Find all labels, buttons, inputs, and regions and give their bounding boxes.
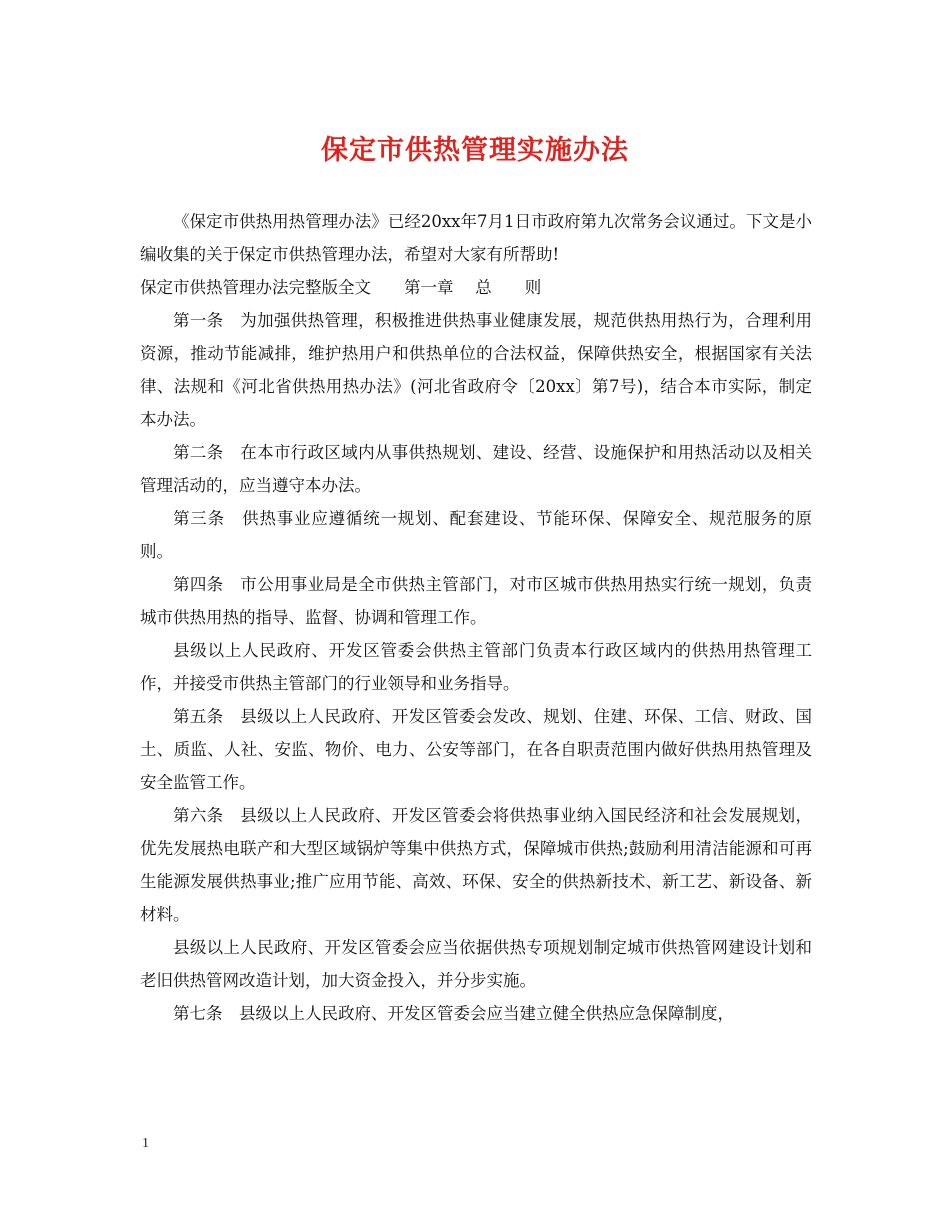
paragraph-chapter-heading: 保定市供热管理办法完整版全文 第一章 总 则 [140,278,542,297]
paragraph-article-1: 第一条 为加强供热管理，积极推进供热事业健康发展，规范供热用热行为，合理利用资源，推动节能减排，维护热用户和供热单位的合法权益，保障供热安全，根据国家有关法律、法规和《河北省供热用热办法》(河北省政府令〔20xx〕第7号)，结合本市实际，制定本办法。 [140,311,812,429]
paragraph-article-6: 第六条 县级以上人民政府、开发区管委会将供热事业纳入国民经济和社会发展规划，优先发展热电联产和大型区域锅炉等集中供热方式，保障城市供热;鼓励利用清洁能源和可再生能源发展供热事业;推广应用节能、高效、环保、安全的供热新技术、新工艺、新设备、新材料。 [140,806,812,924]
document-body [140,205,812,1030]
paragraph-article-7: 第七条 县级以上人民政府、开发区管委会应当建立健全供热应急保障制度， [173,1004,734,1023]
paragraph-intro: 《保定市供热用热管理办法》已经20xx年7月1日市政府第九次常务会议通过。下文是小编收集的关于保定市供热管理办法，希望对大家有所帮助! [140,212,812,264]
paragraph-article-5: 第五条 县级以上人民政府、开发区管委会发改、规划、住建、环保、工信、财政、国土、质监、人社、安监、物价、电力、公安等部门，在各自职责范围内做好供热用热管理及安全监管工作。 [140,707,812,792]
paragraph-article-4-clause-2: 县级以上人民政府、开发区管委会供热主管部门负责本行政区域内的供热用热管理工作，并接受市供热主管部门的行业领导和业务指导。 [140,641,812,693]
paragraph-article-2: 第二条 在本市行政区域内从事供热规划、建设、经营、设施保护和用热活动以及相关管理活动的，应当遵守本办法。 [140,443,812,495]
document-title: 保定市供热管理实施办法 [321,135,629,166]
paragraph-article-3: 第三条 供热事业应遵循统一规划、配套建设、节能环保、保障安全、规范服务的原则。 [140,509,812,561]
paragraph-article-4: 第四条 市公用事业局是全市供热主管部门，对市区城市供热用热实行统一规划，负责城市供热用热的指导、监督、协调和管理工作。 [140,575,812,627]
page-number: 1 [142,1136,149,1151]
paragraph-article-6-clause-2: 县级以上人民政府、开发区管委会应当依据供热专项规划制定城市供热管网建设计划和老旧供热管网改造计划，加大资金投入，并分步实施。 [140,938,812,990]
